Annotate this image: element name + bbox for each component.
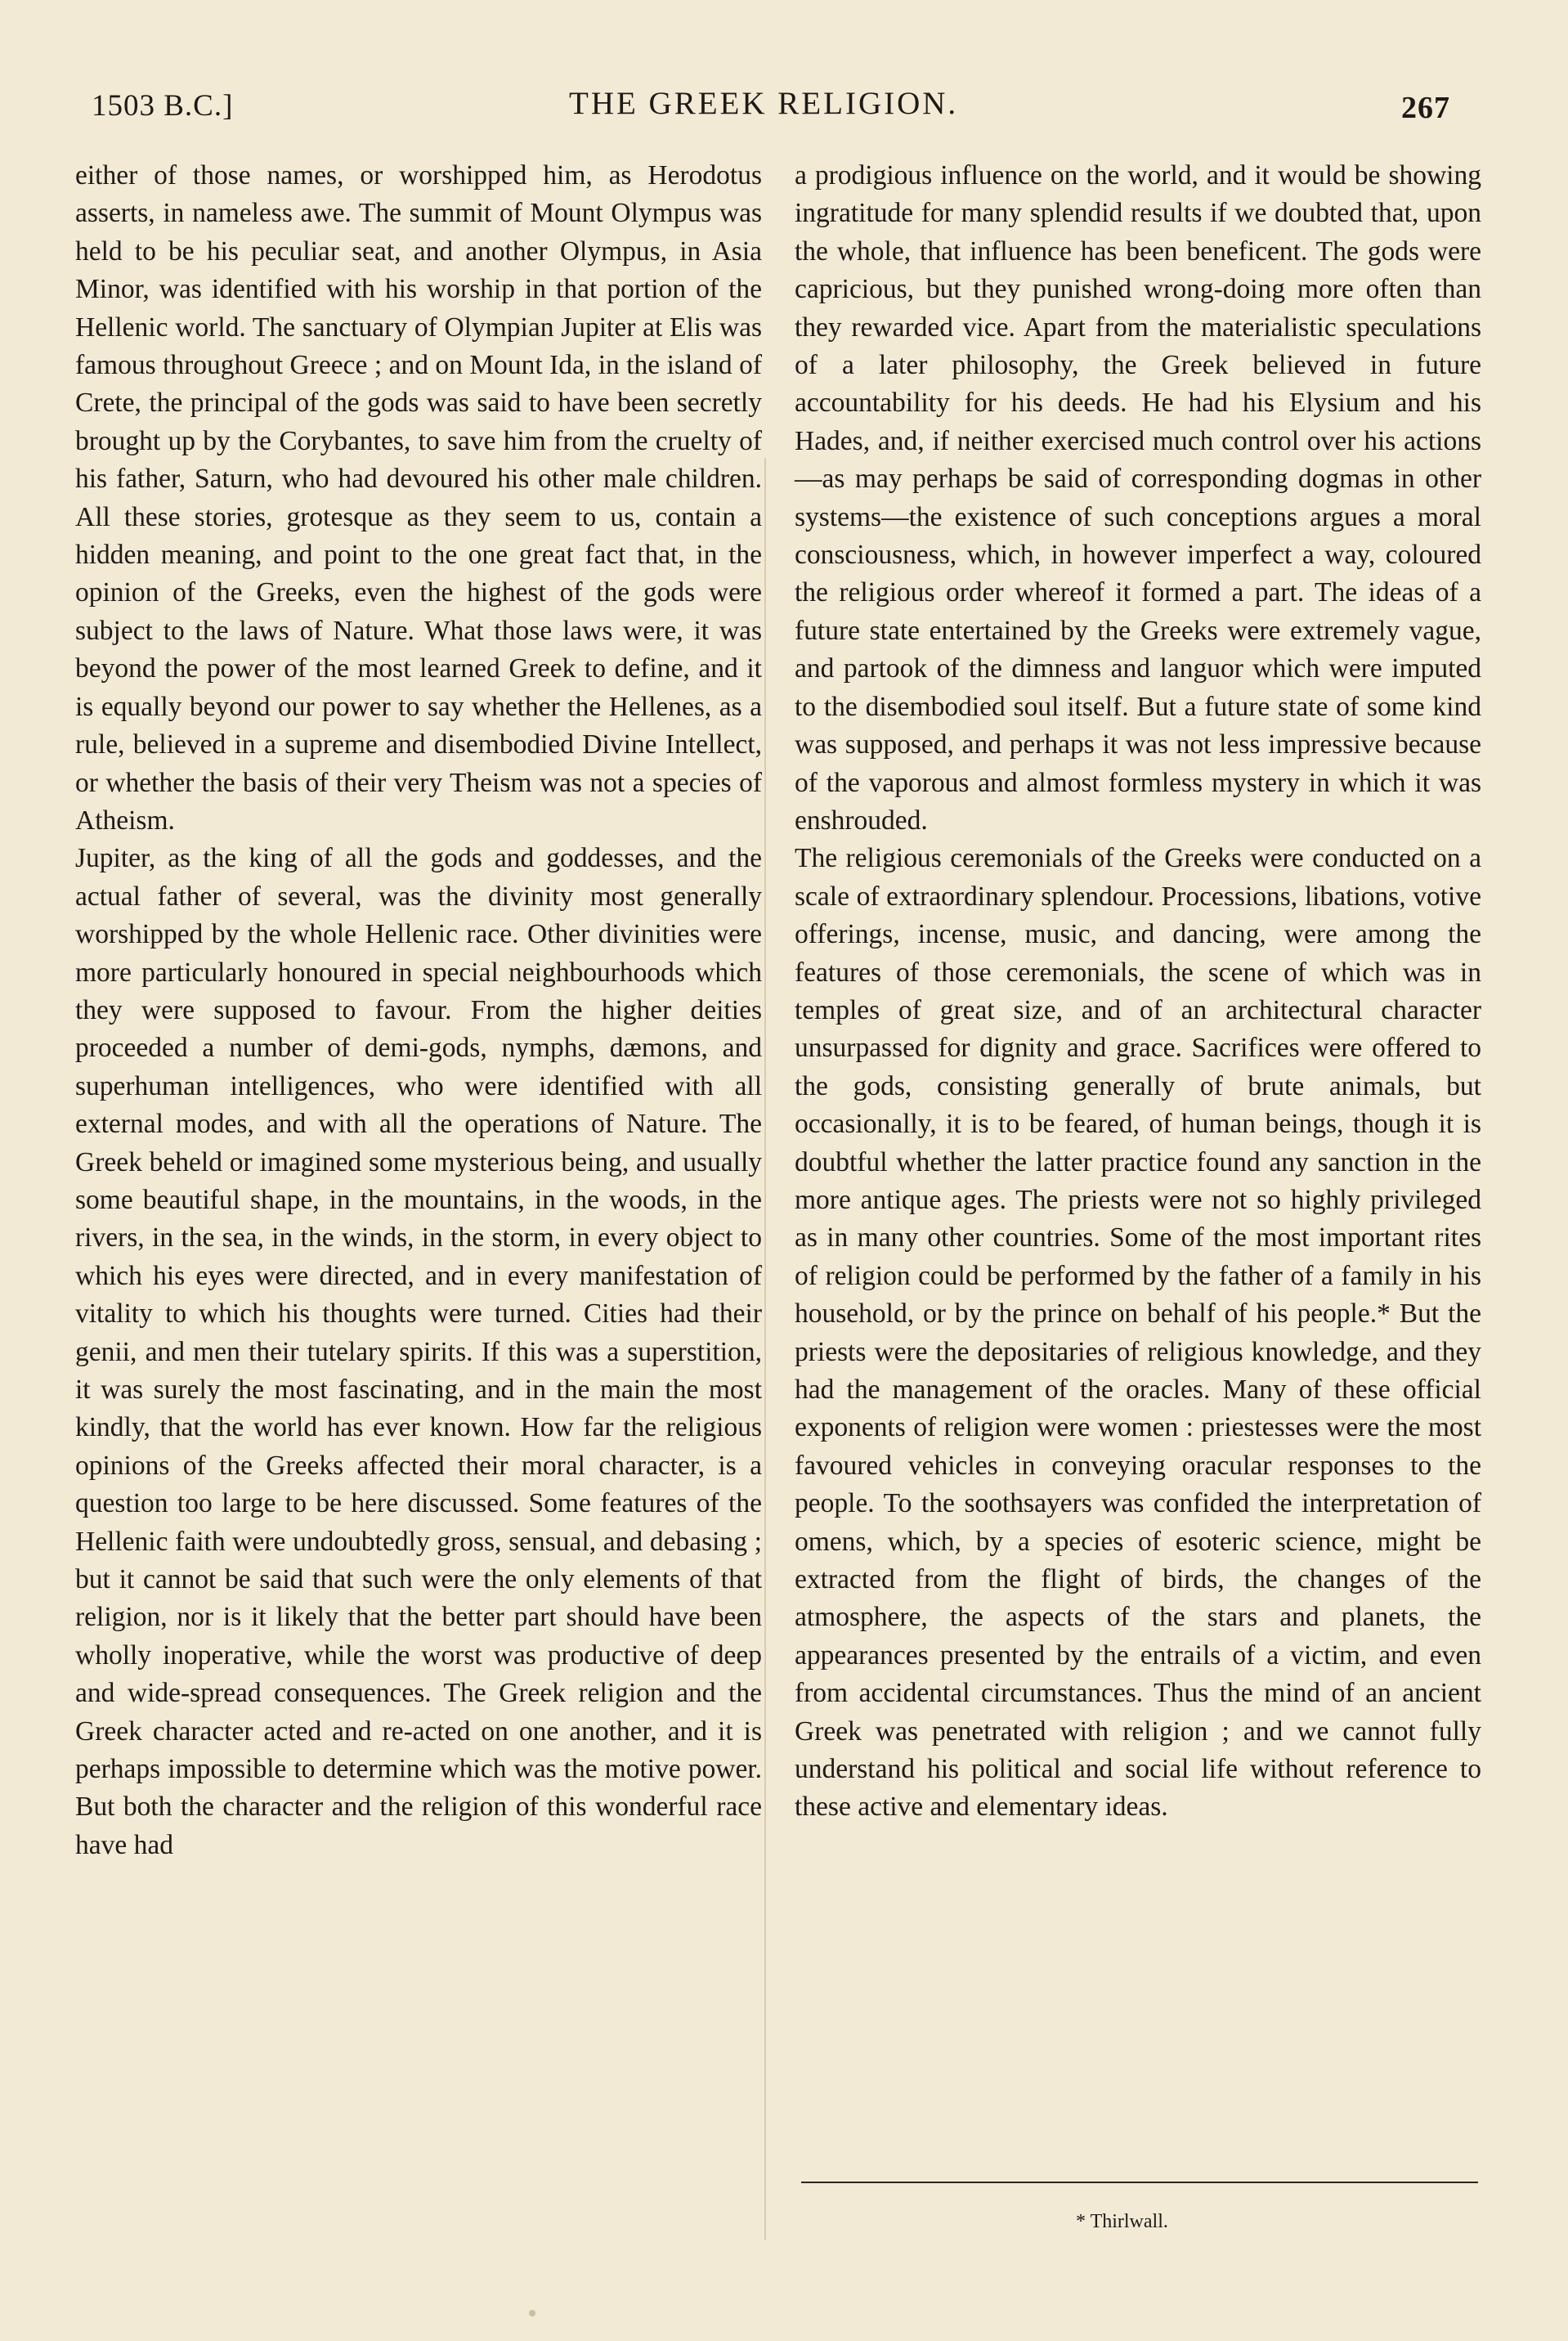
right-paragraph-2: The religious ceremonials of the Greeks were conducted on a scale of extraordinary splendour. Processions, libations, votive offerings, incense, music, and dancing, were among the features of those ceremonials, the scene of which was in temples of great size, and of an architectural character unsurpassed for dignity and grace. Sacrifices were offered to the gods, consisting generally of brute animals, but occasionally, it is to be feared, of human beings, though it is doubtful whether the latter practice found any sanction in the more antique ages. The priests were not so highly privileged as in many other countries. Some of the most important rites of religion could be performed by the father of a family in his household, or by the prince on behalf of his people.* But the priests were the depositaries of religious knowledge, and they had the management of the oracles. Many of these official exponents of religion were women : priestesses were the most favoured vehicles in conveying oracular responses to the people. To the soothsayers was confided the interpretation of omens, which, by a species of esoteric science, might be extracted from the flight of birds, the changes of the atmosphere, the aspects of the stars and planets, the appearances presented by the entrails of a victim, and even from accidental circumstances. Thus the mind of an ancient Greek was penetrated with religion ; and we cannot fully understand his political and social life without reference to these active and elementary ideas.	[795, 843, 1481, 1823]
column-divider	[764, 458, 766, 2240]
right-column	[795, 157, 1481, 1827]
running-header	[82, 78, 1480, 128]
footnote-rule	[801, 2182, 1478, 2183]
left-paragraph-2: Jupiter, as the king of all the gods and goddesses, and the actual father of several, was the divinity most generally worshipped by the whole Hellenic race. Other divinities were more particularly honoured in special neighbourhoods which they were supposed to favour. From the higher deities proceeded a number of demi-gods, nymphs, dæmons, and superhuman intelligences, who were identified with all external modes, and with all the operations of Nature. The Greek beheld or imagined some mysterious being, and usually some beautiful shape, in the mountains, in the woods, in the rivers, in the sea, in the winds, in the storm, in every object to which his eyes were directed, and in every manifestation of vitality to which his thoughts were turned. Cities had their genii, and men their tutelary spirits. If this was a superstition, it was surely the most fascinating, and in the main the most kindly, that the world has ever known. How far the religious opinions of the Greeks affected their moral character, is a question too large to be here discussed. Some features of the Hellenic faith were undoubtedly gross, sensual, and debasing ; but it cannot be said that such were the only elements of that religion, nor is it likely that the better part should have been wholly inoperative, while the worst was productive of deep and wide-spread consequences. The Greek religion and the Greek character acted and re-acted on one another, and it is perhaps impossible to determine which was the motive power. But both the character and the religion of this wonderful race have had	[75, 843, 762, 1860]
right-paragraph-1: a prodigious influence on the world, and it would be showing ingratitude for many splendid results if we doubted that, upon the whole, that influence has been beneficent. The gods were capricious, but they punished wrong-doing more often than they rewarded vice. Apart from the materialistic speculations of a later philosophy, the Greek believed in future accountability for his deeds. He had his Elysium and his Hades, and, if neither exercised much control over his actions—as may perhaps be said of corresponding dogmas in other systems—the existence of such conceptions argues a moral consciousness, which, in however imperfect a way, coloured the religious order whereof it formed a part. The ideas of a future state entertained by the Greeks were extremely vague, and partook of the dimness and languor which were imputed to the disembodied soul itself. But a future state of some kind was supposed, and perhaps it was not less impressive because of the vaporous and almost formless mystery in which it was enshrouded.	[795, 160, 1481, 836]
header-date: 1503 B.C.]	[92, 89, 234, 123]
left-paragraph-1: either of those names, or worshipped him, as Herodotus asserts, in nameless awe. The summit of Mount Olympus was held to be his peculiar seat, and another Olympus, in Asia Minor, was identified with his worship in that portion of the Hellenic world. The sanctuary of Olympian Jupiter at Elis was famous throughout Greece ; and on Mount Ida, in the island of Crete, the principal of the gods was said to have been secretly brought up by the Corybantes, to save him from the cruelty of his father, Saturn, who had devoured his other male children. All these stories, grotesque as they seem to us, contain a hidden meaning, and point to the one great fact that, in the opinion of the Greeks, even the highest of the gods were subject to the laws of Nature. What those laws were, it was beyond the power of the most learned Greek to define, and it is equally beyond our power to say whether the Hellenes, as a rule, believed in a supreme and disembodied Divine Intellect, or whether the basis of their very Theism was not a species of Atheism.	[75, 160, 762, 836]
footnote: * Thirlwall.	[1076, 2211, 1168, 2232]
paper-speck	[529, 2310, 535, 2316]
page-number: 267	[1401, 91, 1450, 125]
header-title: THE GREEK RELIGION.	[569, 86, 959, 121]
left-column	[75, 157, 762, 1864]
